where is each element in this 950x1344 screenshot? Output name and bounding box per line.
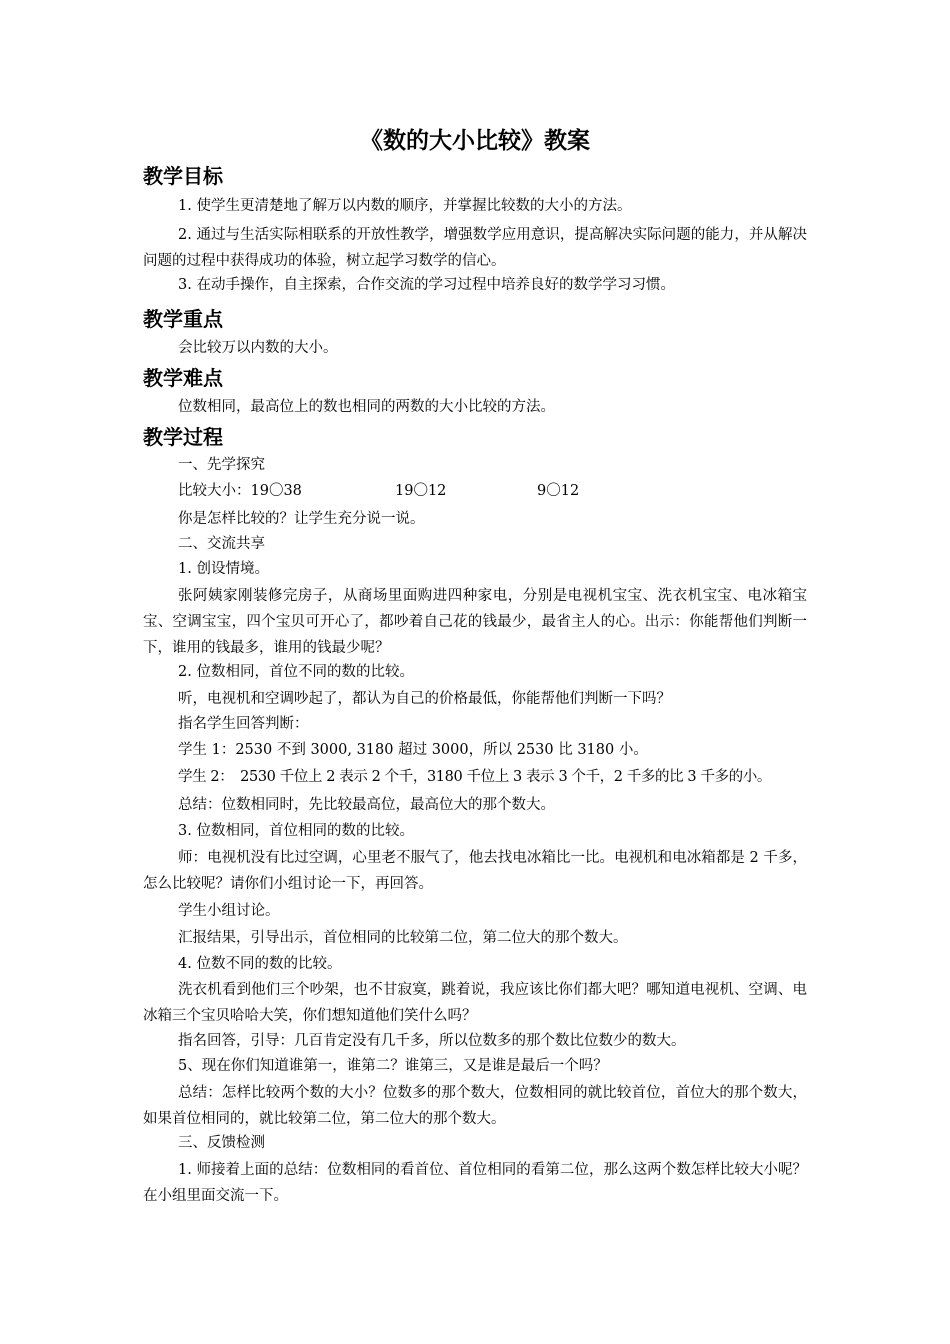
process-line: 2. 位数相同，首位不同的数的比较。: [178, 664, 414, 680]
goal-item-3: 3. 在动手操作，自主探索，合作交流的学习过程中培养良好的数学学习习惯。: [178, 277, 675, 293]
process-line: 4. 位数不同的数的比较。: [178, 956, 342, 972]
process-line: 指名回答，引导：几百肯定没有几千多，所以位数多的那个数比位数少的数大。: [178, 1033, 686, 1049]
compare-item-c: 9〇12: [537, 483, 580, 499]
process-line: 二、交流共享: [178, 536, 265, 552]
process-line: 学生小组讨论。: [178, 903, 280, 919]
process-line: 你是怎样比较的？让学生充分说一说。: [178, 511, 425, 527]
document-title: 《数的大小比较》教案: [360, 128, 590, 154]
difficulty-text: 位数相同，最高位上的数也相同的两数的大小比较的方法。: [178, 399, 555, 415]
process-line: 总结：位数相同时，先比较最高位，最高位大的那个数大。: [178, 797, 555, 813]
process-paragraph: 师：电视机没有比过空调，心里老不服气了，他去找电冰箱比一比。电视机和电冰箱都是 2 千多，怎么比较呢？请你们小组讨论一下，再回答。: [143, 850, 807, 892]
process-line: 学生 1：2530 不到 3000, 3180 超过 3000，所以 2530 比 3180 小。: [178, 742, 648, 758]
heading-goals: 教学目标: [143, 164, 223, 188]
process-step-1: 一、先学探究: [178, 457, 265, 473]
process-line: 指名学生回答判断：: [178, 716, 309, 732]
heading-key-point: 教学重点: [143, 307, 223, 331]
process-paragraph: 洗衣机看到他们三个吵架，也不甘寂寞，跳着说，我应该比你们都大吧？哪知道电视机、空调、电冰箱三个宝贝哈哈大笑，你们想知道他们笑什么吗？: [143, 982, 807, 1024]
heading-difficulty: 教学难点: [143, 366, 223, 390]
process-paragraph: 1. 师接着上面的总结：位数相同的看首位、首位相同的看第二位，那么这两个数怎样比较大小呢？在小组里面交流一下。: [143, 1162, 807, 1204]
key-point-text: 会比较万以内数的大小。: [178, 340, 338, 356]
process-line: 汇报结果，引导出示，首位相同的比较第二位，第二位大的那个数大。: [178, 930, 628, 946]
process-line: 听，电视机和空调吵起了，都认为自己的价格最低，你能帮他们判断一下吗？: [178, 691, 671, 707]
process-paragraph: 总结：怎样比较两个数的大小？位数多的那个数大，位数相同的就比较首位，首位大的那个数大，如果首位相同的，就比较第二位，第二位大的那个数大。: [143, 1085, 807, 1127]
process-line: 5、现在你们知道谁第一，谁第二？谁第三，又是谁是最后一个吗？: [178, 1058, 608, 1074]
heading-process: 教学过程: [143, 425, 223, 449]
process-line: 3. 位数相同，首位相同的数的比较。: [178, 823, 414, 839]
process-line: 1. 创设情境。: [178, 561, 269, 577]
compare-item-a: 比较大小：19〇38: [178, 483, 302, 499]
compare-item-b: 19〇12: [395, 483, 447, 499]
process-paragraph: 张阿姨家刚装修完房子，从商场里面购进四种家电，分别是电视机宝宝、洗衣机宝宝、电冰箱宝宝、空调宝宝，四个宝贝可开心了，都吵着自己花的钱最少，最省主人的心。出示：你能帮他们判断一下，谁用的钱最多，谁用的钱最少呢？: [143, 588, 807, 656]
goal-item-2: 2. 通过与生活实际相联系的开放性教学，增强数学应用意识，提高解决实际问题的能力，并从解决问题的过程中获得成功的体验，树立起学习数学的信心。: [143, 227, 807, 269]
process-line: 三、反馈检测: [178, 1135, 265, 1151]
goal-item-1: 1. 使学生更清楚地了解万以内数的顺序，并掌握比较数的大小的方法。: [178, 198, 632, 214]
process-line: 学生 2： 2530 千位上 2 表示 2 个千，3180 千位上 3 表示 3 个千，2 千多的比 3 千多的小。: [178, 769, 771, 785]
